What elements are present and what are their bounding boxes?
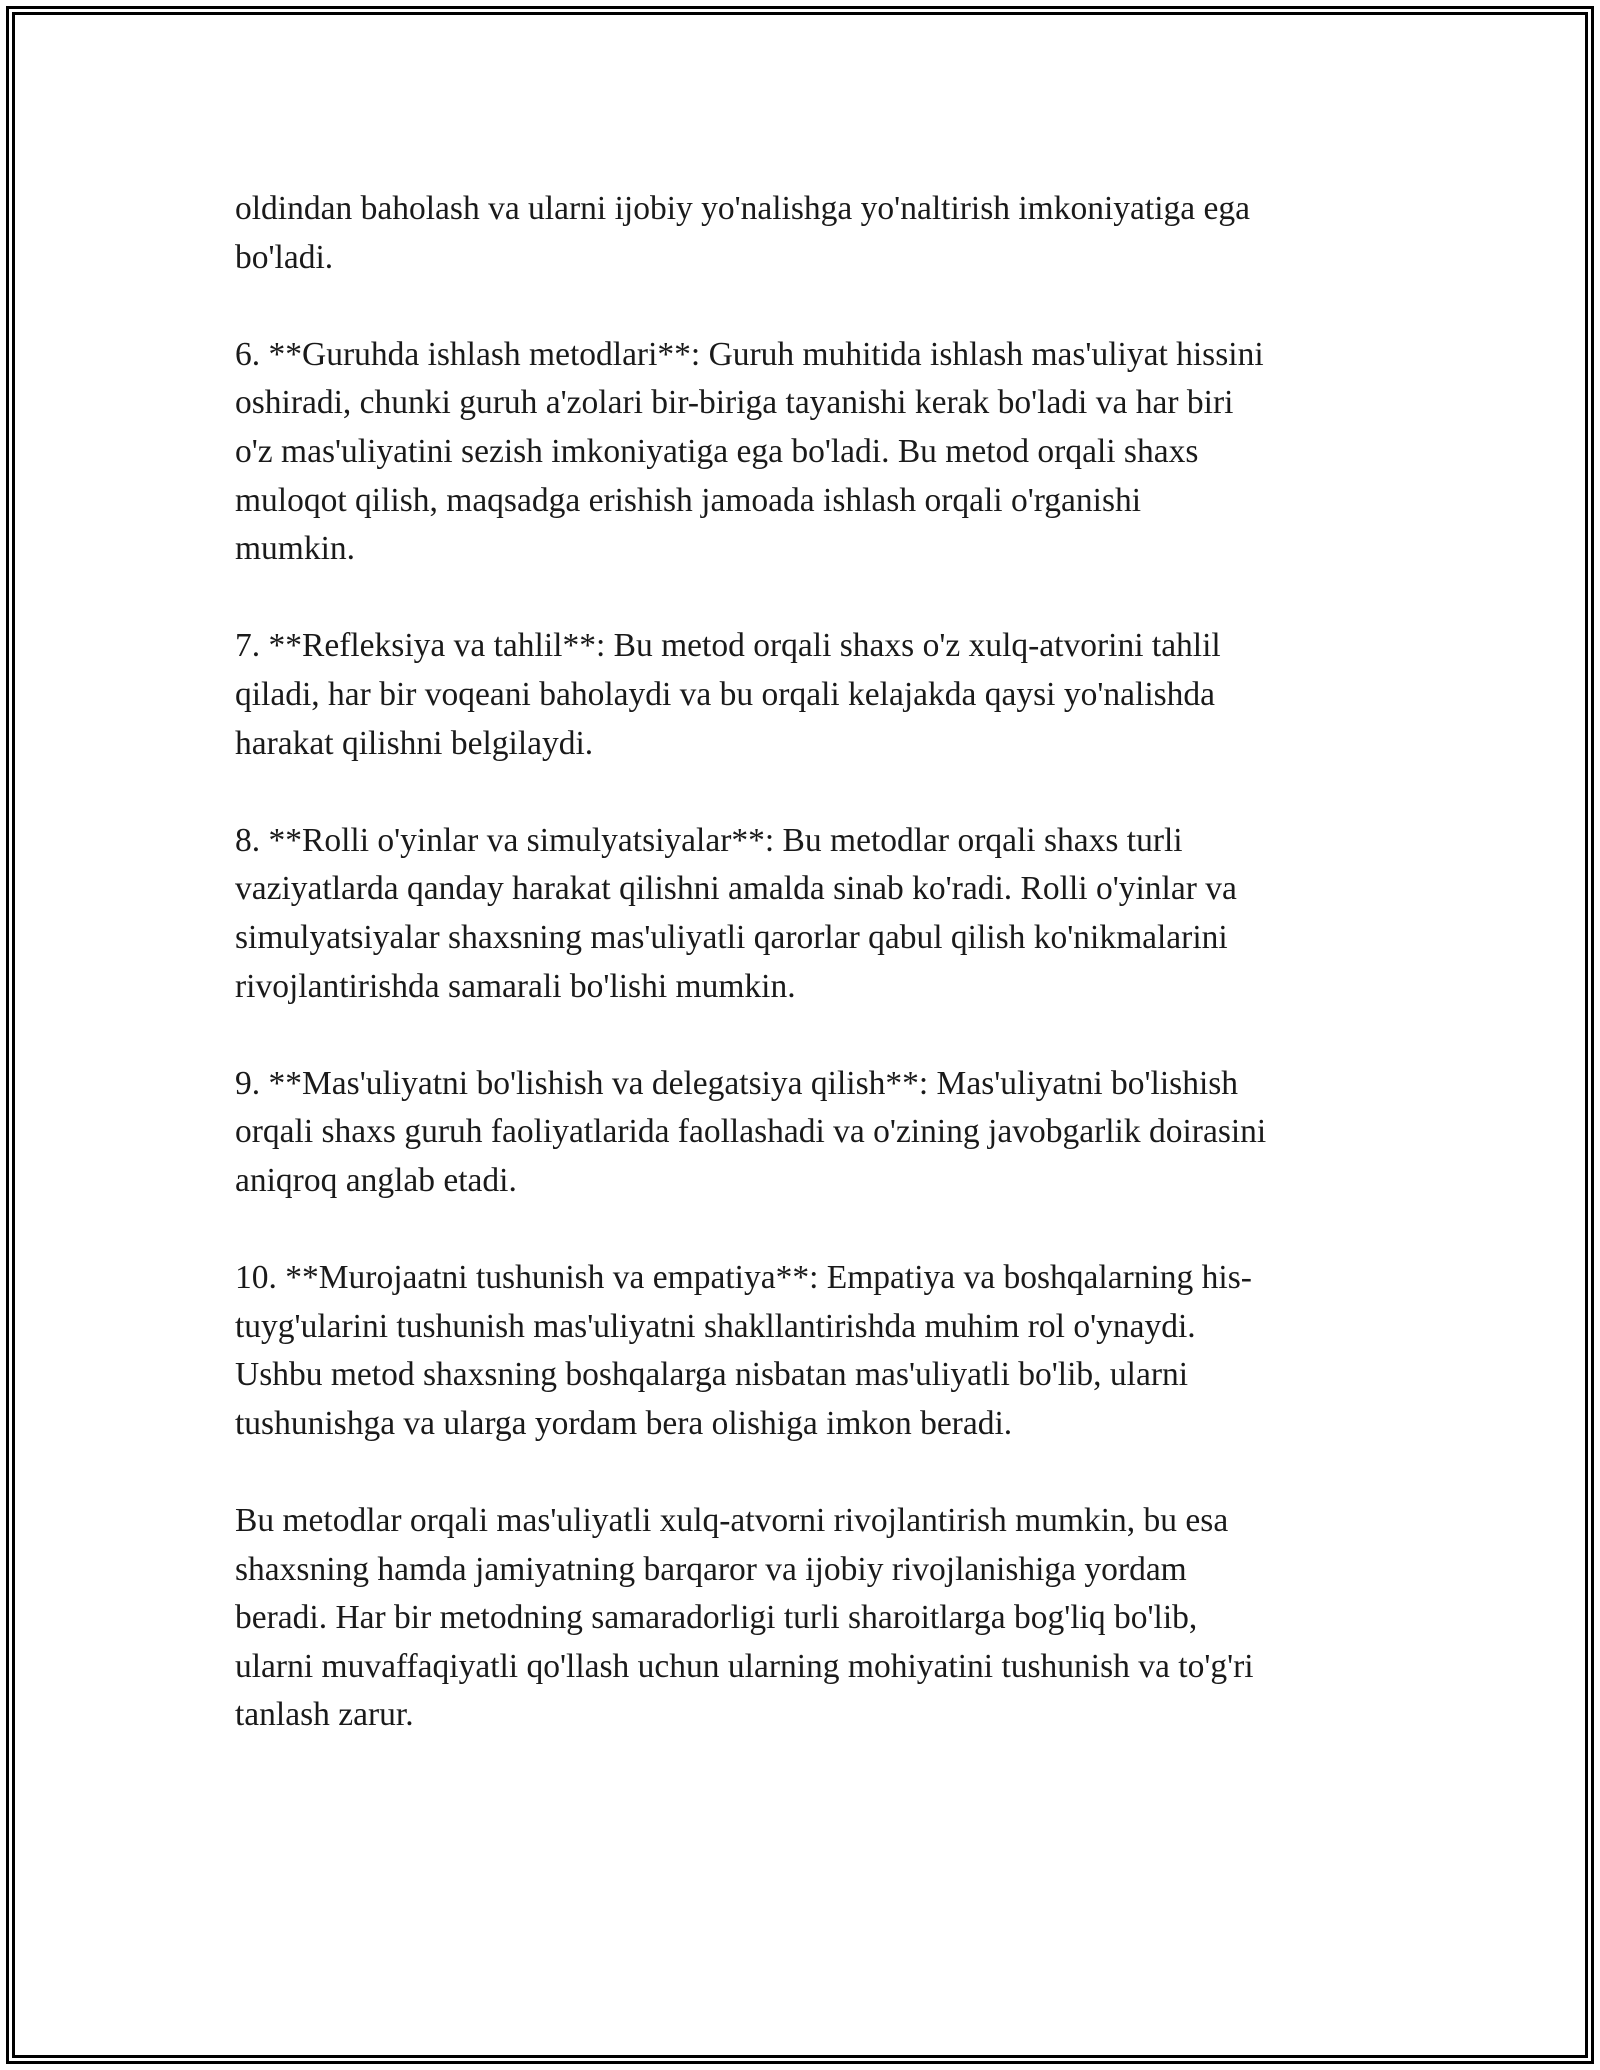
document-body <box>235 185 1375 1789</box>
paragraph-item-10-empathy: 10. **Murojaatni tushunish va empatiya**: Empatiya va boshqalarning his- tuyg'ularini tushunish mas'uliyatni shakllantirishda muhim rol o'ynaydi. Ushbu metod shaxsning boshqalarga nisbatan mas'uliyatli bo'lib, ularni tushunishga va ularga yordam bera olishiga imkon beradi. <box>235 1259 1252 1442</box>
paragraph-continuation: oldindan baholash va ularni ijobiy yo'nalishga yo'naltirish imkoniyatiga ega bo'ladi. <box>235 190 1251 276</box>
paragraph-item-8-role-play: 8. **Rolli o'yinlar va simulyatsiyalar**: Bu metodlar orqali shaxs turli vaziyatlarda qanday harakat qilishni amalda sinab ko'radi. Rolli o'yinlar va simulyatsiyalar shaxsning mas'uliyatli qarorlar qabul qilish ko'nikmalarini rivojlantirishda samarali bo'lishi mumkin. <box>235 821 1237 1005</box>
paragraph-item-7-reflection: 7. **Refleksiya va tahlil**: Bu metod orqali shaxs o'z xulq-atvorini tahlil qiladi, har bir voqeani baholaydi va bu orqali kelajakda qaysi yo'nalishda harakat qilishni belgilaydi. <box>235 627 1221 762</box>
paragraph-conclusion: Bu metodlar orqali mas'uliyatli xulq-atvorni rivojlantirish mumkin, bu esa shaxsning hamda jamiyatning barqaror va ijobiy rivojlanishiga yordam beradi. Har bir metodning samaradorligi turli sharoitlarga bog'liq bo'lib, ularni muvaffaqiyatli qo'llash uchun ularning mohiyatini tushunish va to'g'ri tanlash zarur. <box>235 1502 1254 1734</box>
paragraph-item-9-delegation: 9. **Mas'uliyatni bo'lishish va delegatsiya qilish**: Mas'uliyatni bo'lishish orqali shaxs guruh faoliyatlarida faollashadi va o'zining javobgarlik doirasini aniqroq anglab etadi. <box>235 1064 1267 1199</box>
paragraph-item-6-group-methods: 6. **Guruhda ishlash metodlari**: Guruh muhitida ishlash mas'uliyat hissini oshiradi, chunki guruh a'zolari bir-biriga tayanishi kerak bo'ladi va har biri o'z mas'uliyatini sezish imkoniyatiga ega bo'ladi. Bu metod orqali shaxs muloqot qilish, maqsadga erishish jamoada ishlash orqali o'rganishi mumkin. <box>235 335 1264 568</box>
